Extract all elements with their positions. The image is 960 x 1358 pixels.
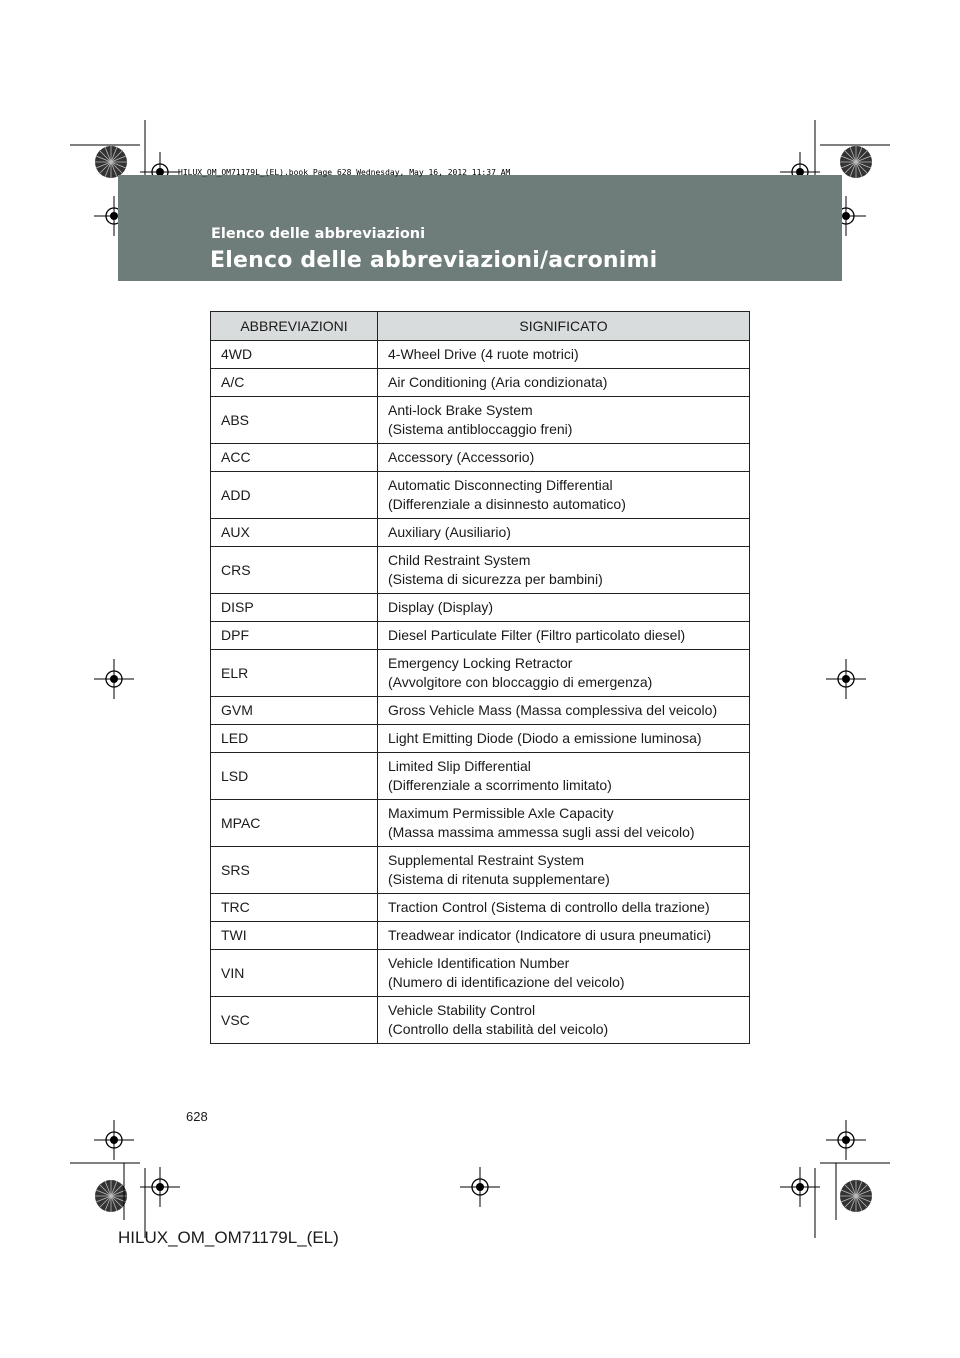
- meaning-cell: [378, 847, 750, 894]
- meaning-line-1: Gross Vehicle Mass (Massa complessiva del veicolo): [388, 702, 718, 718]
- meaning-line-1: Display (Display): [388, 599, 494, 615]
- meaning-line-1: Vehicle Stability Control: [388, 1002, 536, 1018]
- meaning-cell: [378, 519, 750, 547]
- abbreviation-cell: VIN: [211, 950, 378, 997]
- meaning-line-1: Automatic Disconnecting Differential: [388, 477, 613, 493]
- table-row: [211, 594, 750, 622]
- meaning-cell: [378, 997, 750, 1044]
- radial-starburst-icon: [95, 1180, 127, 1212]
- table-row: [211, 997, 750, 1044]
- abbreviation-cell: TRC: [211, 894, 378, 922]
- abbreviation-cell: DPF: [211, 622, 378, 650]
- meaning-cell: [378, 472, 750, 519]
- crosshair-registration-icon: [94, 659, 134, 699]
- abbreviation-cell: 4WD: [211, 341, 378, 369]
- meaning-cell: [378, 622, 750, 650]
- meaning-line-1: Accessory (Accessorio): [388, 449, 535, 465]
- table-header-row: [211, 312, 750, 341]
- meaning-line-2: (Controllo della stabilità del veicolo): [388, 1021, 609, 1037]
- abbreviation-cell: ACC: [211, 444, 378, 472]
- meaning-cell: [378, 341, 750, 369]
- meaning-cell: [378, 922, 750, 950]
- table-row: [211, 697, 750, 725]
- meaning-line-1: Light Emitting Diode (Diodo a emissione luminosa): [388, 730, 702, 746]
- table-row: [211, 950, 750, 997]
- abbreviation-cell: DISP: [211, 594, 378, 622]
- meaning-cell: [378, 369, 750, 397]
- page-number: 628: [186, 1109, 208, 1124]
- table-row: [211, 547, 750, 594]
- meaning-line-2: (Sistema di sicurezza per bambini): [388, 571, 603, 587]
- abbreviation-cell: ABS: [211, 397, 378, 444]
- table-row: [211, 622, 750, 650]
- meaning-line-1: Child Restraint System: [388, 552, 531, 568]
- crosshair-registration-icon: [826, 1120, 866, 1160]
- meaning-line-2: (Sistema di ritenuta supplementare): [388, 871, 610, 887]
- table-row: [211, 753, 750, 800]
- crosshair-registration-icon: [140, 1167, 180, 1207]
- column-header-meaning: SIGNIFICATO: [378, 312, 750, 341]
- meaning-cell: [378, 800, 750, 847]
- meaning-line-2: (Differenziale a scorrimento limitato): [388, 777, 612, 793]
- radial-starburst-icon: [840, 1180, 872, 1212]
- table-body: [211, 341, 750, 1044]
- abbreviation-cell: TWI: [211, 922, 378, 950]
- meaning-line-1: Air Conditioning (Aria condizionata): [388, 374, 608, 390]
- table-row: [211, 341, 750, 369]
- meaning-line-1: Treadwear indicator (Indicatore di usura pneumatici): [388, 927, 712, 943]
- abbreviation-cell: LSD: [211, 753, 378, 800]
- abbreviation-cell: LED: [211, 725, 378, 753]
- abbreviation-cell: AUX: [211, 519, 378, 547]
- abbreviation-cell: GVM: [211, 697, 378, 725]
- table-row: [211, 800, 750, 847]
- meaning-line-1: Limited Slip Differential: [388, 758, 531, 774]
- meaning-cell: [378, 397, 750, 444]
- table-row: [211, 894, 750, 922]
- meaning-line-2: (Differenziale a disinnesto automatico): [388, 496, 626, 512]
- table-row: [211, 397, 750, 444]
- crosshair-registration-icon: [460, 1167, 500, 1207]
- meaning-line-1: Vehicle Identification Number: [388, 955, 570, 971]
- page-title: Elenco delle abbreviazioni/acronimi: [210, 248, 658, 273]
- table-row: [211, 472, 750, 519]
- file-stamp: HILUX_OM_OM71179L_(EL).book Page 628 Wednesday, May 16, 2012 11:37 AM: [178, 168, 511, 177]
- radial-starburst-icon: [840, 146, 872, 178]
- meaning-line-1: Anti-lock Brake System: [388, 402, 533, 418]
- crosshair-registration-icon: [826, 659, 866, 699]
- abbreviation-cell: A/C: [211, 369, 378, 397]
- table-row: [211, 519, 750, 547]
- column-header-abbreviation: ABBREVIAZIONI: [211, 312, 378, 341]
- meaning-line-1: Maximum Permissible Axle Capacity: [388, 805, 614, 821]
- crosshair-registration-icon: [780, 1167, 820, 1207]
- table-row: [211, 650, 750, 697]
- meaning-line-2: (Massa massima ammessa sugli assi del veicolo): [388, 824, 695, 840]
- section-label: Elenco delle abbreviazioni: [211, 226, 426, 242]
- meaning-cell: [378, 444, 750, 472]
- meaning-line-1: Supplemental Restraint System: [388, 852, 585, 868]
- meaning-cell: [378, 547, 750, 594]
- meaning-line-2: (Numero di identificazione del veicolo): [388, 974, 625, 990]
- meaning-line-2: (Sistema antibloccaggio freni): [388, 421, 573, 437]
- meaning-cell: [378, 594, 750, 622]
- abbreviations-table: [210, 311, 750, 1044]
- radial-starburst-icon: [95, 146, 127, 178]
- meaning-cell: [378, 894, 750, 922]
- abbreviation-cell: SRS: [211, 847, 378, 894]
- document-code: HILUX_OM_OM71179L_(EL): [118, 1228, 339, 1247]
- table-row: [211, 369, 750, 397]
- meaning-line-2: (Avvolgitore con bloccaggio di emergenza): [388, 674, 653, 690]
- abbreviation-cell: MPAC: [211, 800, 378, 847]
- table-row: [211, 847, 750, 894]
- table-row: [211, 725, 750, 753]
- meaning-cell: [378, 753, 750, 800]
- abbreviation-cell: ADD: [211, 472, 378, 519]
- abbreviation-cell: CRS: [211, 547, 378, 594]
- abbreviation-cell: ELR: [211, 650, 378, 697]
- table-row: [211, 922, 750, 950]
- meaning-line-1: 4-Wheel Drive (4 ruote motrici): [388, 346, 579, 362]
- meaning-cell: [378, 697, 750, 725]
- meaning-line-1: Emergency Locking Retractor: [388, 655, 573, 671]
- meaning-cell: [378, 650, 750, 697]
- meaning-line-1: Diesel Particulate Filter (Filtro particolato diesel): [388, 627, 686, 643]
- table-row: [211, 444, 750, 472]
- meaning-line-1: Traction Control (Sistema di controllo della trazione): [388, 899, 710, 915]
- meaning-cell: [378, 950, 750, 997]
- crosshair-registration-icon: [94, 1120, 134, 1160]
- meaning-cell: [378, 725, 750, 753]
- meaning-line-1: Auxiliary (Ausiliario): [388, 524, 511, 540]
- abbreviation-cell: VSC: [211, 997, 378, 1044]
